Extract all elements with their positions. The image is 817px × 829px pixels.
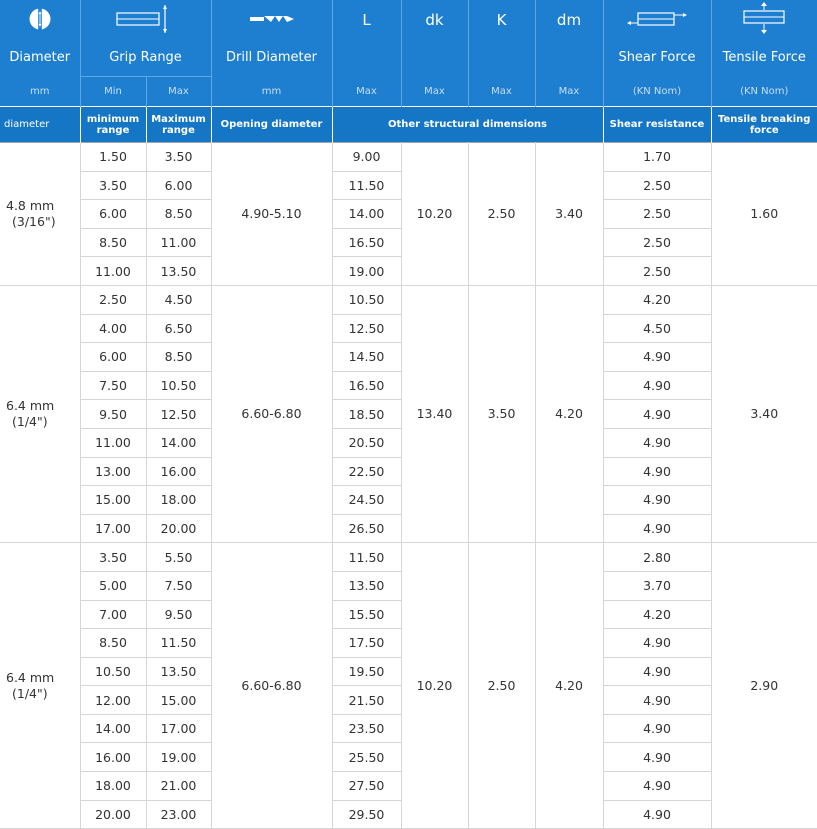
dm-header: dm: [535, 0, 603, 77]
diameter-inch: (3/16"): [12, 213, 56, 229]
grip-max-desc: [146, 107, 211, 143]
diameter-unit: mm: [0, 77, 80, 107]
grip-range-icon: [115, 4, 177, 34]
grip-max-cell: 4.50: [146, 285, 211, 314]
shear-desc: Shear resistance: [603, 107, 711, 143]
diameter-inch: (1/4"): [12, 414, 48, 430]
length-cell: 19.00: [332, 257, 401, 286]
grip-min-cell: 11.00: [80, 257, 146, 286]
length-cell: 22.50: [332, 457, 401, 486]
length-cell: 26.50: [332, 514, 401, 543]
shear-cell: 4.90: [603, 514, 711, 543]
shear-cell: 4.90: [603, 743, 711, 772]
diameter-mm: 4.8 mm: [6, 197, 55, 213]
grip-min-cell: 16.00: [80, 743, 146, 772]
dm-cell: 4.20: [535, 285, 603, 542]
shear-cell: 4.90: [603, 686, 711, 715]
grip-max-desc-line2: range: [162, 124, 195, 136]
tensile-cell: 1.60: [711, 143, 817, 286]
shear-cell: 2.80: [603, 543, 711, 572]
diameter-mm: 6.4 mm: [6, 669, 55, 685]
length-cell: 21.50: [332, 686, 401, 715]
grip-icon-cell: [80, 0, 211, 38]
shear-cell: 2.50: [603, 257, 711, 286]
grip-title: Grip Range: [80, 38, 211, 77]
shear-cell: 4.90: [603, 400, 711, 429]
grip-max-cell: 16.00: [146, 457, 211, 486]
grip-max-cell: 13.50: [146, 257, 211, 286]
shear-cell: 4.90: [603, 657, 711, 686]
grip-min-desc-line2: range: [96, 124, 130, 136]
grip-max-label: Max: [146, 77, 211, 107]
grip-min-cell: 11.00: [80, 428, 146, 457]
dm-cell: 3.40: [535, 143, 603, 286]
drill-icon-cell: [211, 0, 332, 38]
grip-min-cell: 6.00: [80, 200, 146, 229]
length-cell: 23.50: [332, 714, 401, 743]
k-cell: 2.50: [468, 543, 535, 829]
length-cell: 9.00: [332, 143, 401, 172]
shear-cell: 2.50: [603, 200, 711, 229]
grip-min-cell: 18.00: [80, 772, 146, 801]
length-cell: 27.50: [332, 772, 401, 801]
drill-diameter-cell: 4.90-5.10: [211, 143, 332, 286]
table-body: [0, 143, 817, 829]
shear-cell: 4.90: [603, 714, 711, 743]
dk-header: dk: [401, 0, 468, 77]
grip-min-cell: 8.50: [80, 228, 146, 257]
grip-max-cell: 15.00: [146, 686, 211, 715]
dm-cell: 4.20: [535, 543, 603, 829]
grip-max-desc-line1: Maximum: [151, 113, 206, 125]
length-cell: 13.50: [332, 571, 401, 600]
shear-cell: 4.90: [603, 772, 711, 801]
length-cell: 14.00: [332, 200, 401, 229]
shear-unit: (KN Nom): [603, 77, 711, 107]
grip-min-cell: 14.00: [80, 714, 146, 743]
shear-cell: 4.50: [603, 314, 711, 343]
grip-min-cell: 12.00: [80, 686, 146, 715]
drill-diameter-cell: 6.60-6.80: [211, 543, 332, 829]
shear-cell: 4.90: [603, 629, 711, 658]
diameter-cell: [0, 143, 80, 286]
l-sub: Max: [332, 77, 401, 107]
tensile-desc: Tensile breaking force: [711, 107, 817, 143]
shear-cell: 4.90: [603, 428, 711, 457]
grip-min-cell: 1.50: [80, 143, 146, 172]
shear-cell: 4.90: [603, 800, 711, 829]
grip-max-cell: 11.50: [146, 629, 211, 658]
table-row: [0, 143, 817, 172]
structural-desc: Other structural dimensions: [332, 107, 603, 143]
grip-min-cell: 6.00: [80, 343, 146, 372]
length-cell: 20.50: [332, 428, 401, 457]
length-cell: 19.50: [332, 657, 401, 686]
diameter-desc: diameter: [0, 107, 80, 143]
length-cell: 12.50: [332, 314, 401, 343]
grip-max-cell: 18.00: [146, 486, 211, 515]
grip-max-cell: 3.50: [146, 143, 211, 172]
shear-cell: 2.50: [603, 228, 711, 257]
shear-cell: 4.90: [603, 486, 711, 515]
diameter-cell: [0, 543, 80, 829]
diameter-mm: 6.4 mm: [6, 398, 55, 414]
grip-max-cell: 8.50: [146, 200, 211, 229]
table-row: [0, 543, 817, 572]
drill-diameter-cell: 6.60-6.80: [211, 285, 332, 542]
grip-max-cell: 8.50: [146, 343, 211, 372]
grip-max-cell: 12.50: [146, 400, 211, 429]
length-cell: 10.50: [332, 285, 401, 314]
dk-cell: 13.40: [401, 285, 468, 542]
l-header: L: [332, 0, 401, 77]
grip-max-cell: 11.00: [146, 228, 211, 257]
grip-min-cell: 3.50: [80, 543, 146, 572]
length-cell: 25.50: [332, 743, 401, 772]
diameter-cell: [0, 285, 80, 542]
k-cell: 2.50: [468, 143, 535, 286]
length-cell: 11.50: [332, 171, 401, 200]
grip-min-label: Min: [80, 77, 146, 107]
grip-min-cell: 13.00: [80, 457, 146, 486]
drill-desc: Opening diameter: [211, 107, 332, 143]
length-cell: 14.50: [332, 343, 401, 372]
shear-cell: 4.90: [603, 457, 711, 486]
grip-max-cell: 6.50: [146, 314, 211, 343]
grip-max-cell: 7.50: [146, 571, 211, 600]
shear-cell: 4.90: [603, 343, 711, 372]
tensile-unit: (KN Nom): [711, 77, 817, 107]
grip-min-cell: 5.00: [80, 571, 146, 600]
grip-max-cell: 10.50: [146, 371, 211, 400]
grip-min-cell: 9.50: [80, 400, 146, 429]
grip-max-cell: 13.50: [146, 657, 211, 686]
diameter-icon-cell: [0, 0, 80, 38]
length-cell: 15.50: [332, 600, 401, 629]
k-header: K: [468, 0, 535, 77]
dk-cell: 10.20: [401, 543, 468, 829]
shear-cell: 4.20: [603, 285, 711, 314]
grip-max-cell: 14.00: [146, 428, 211, 457]
grip-min-cell: 20.00: [80, 800, 146, 829]
grip-min-desc: [80, 107, 146, 143]
grip-min-cell: 4.00: [80, 314, 146, 343]
rivet-head-icon: [28, 7, 52, 31]
tensile-title: Tensile Force: [711, 38, 817, 77]
shear-force-icon: [626, 9, 688, 29]
shear-icon-cell: [603, 0, 711, 38]
grip-min-cell: 7.50: [80, 371, 146, 400]
grip-max-cell: 6.00: [146, 171, 211, 200]
grip-min-cell: 10.50: [80, 657, 146, 686]
diameter-inch: (1/4"): [12, 685, 48, 701]
grip-max-cell: 19.00: [146, 743, 211, 772]
length-cell: 16.50: [332, 371, 401, 400]
tensile-force-icon: [741, 2, 787, 36]
grip-min-cell: 8.50: [80, 629, 146, 658]
grip-max-cell: 9.50: [146, 600, 211, 629]
length-cell: 29.50: [332, 800, 401, 829]
tensile-cell: 3.40: [711, 285, 817, 542]
grip-max-cell: 5.50: [146, 543, 211, 572]
k-cell: 3.50: [468, 285, 535, 542]
grip-min-cell: 15.00: [80, 486, 146, 515]
tensile-cell: 2.90: [711, 543, 817, 829]
grip-min-cell: 3.50: [80, 171, 146, 200]
shear-title: Shear Force: [603, 38, 711, 77]
shear-cell: 4.20: [603, 600, 711, 629]
k-sub: Max: [468, 77, 535, 107]
grip-min-desc-line1: minimum: [86, 113, 140, 125]
grip-max-cell: 21.00: [146, 772, 211, 801]
drill-bit-icon: [249, 14, 295, 24]
length-cell: 24.50: [332, 486, 401, 515]
length-cell: 17.50: [332, 629, 401, 658]
grip-min-cell: 17.00: [80, 514, 146, 543]
grip-min-cell: 7.00: [80, 600, 146, 629]
shear-cell: 2.50: [603, 171, 711, 200]
dk-cell: 10.20: [401, 143, 468, 286]
dm-sub: Max: [535, 77, 603, 107]
dk-sub: Max: [401, 77, 468, 107]
shear-cell: 4.90: [603, 371, 711, 400]
shear-cell: 3.70: [603, 571, 711, 600]
diameter-title: Diameter: [0, 38, 80, 77]
length-cell: 18.50: [332, 400, 401, 429]
drill-unit: mm: [211, 77, 332, 107]
grip-max-cell: 23.00: [146, 800, 211, 829]
table-row: [0, 285, 817, 314]
grip-max-cell: 20.00: [146, 514, 211, 543]
length-cell: 16.50: [332, 228, 401, 257]
grip-min-cell: 2.50: [80, 285, 146, 314]
drill-title: Drill Diameter: [211, 38, 332, 77]
shear-cell: 1.70: [603, 143, 711, 172]
tensile-icon-cell: [711, 0, 817, 38]
length-cell: 11.50: [332, 543, 401, 572]
grip-max-cell: 17.00: [146, 714, 211, 743]
